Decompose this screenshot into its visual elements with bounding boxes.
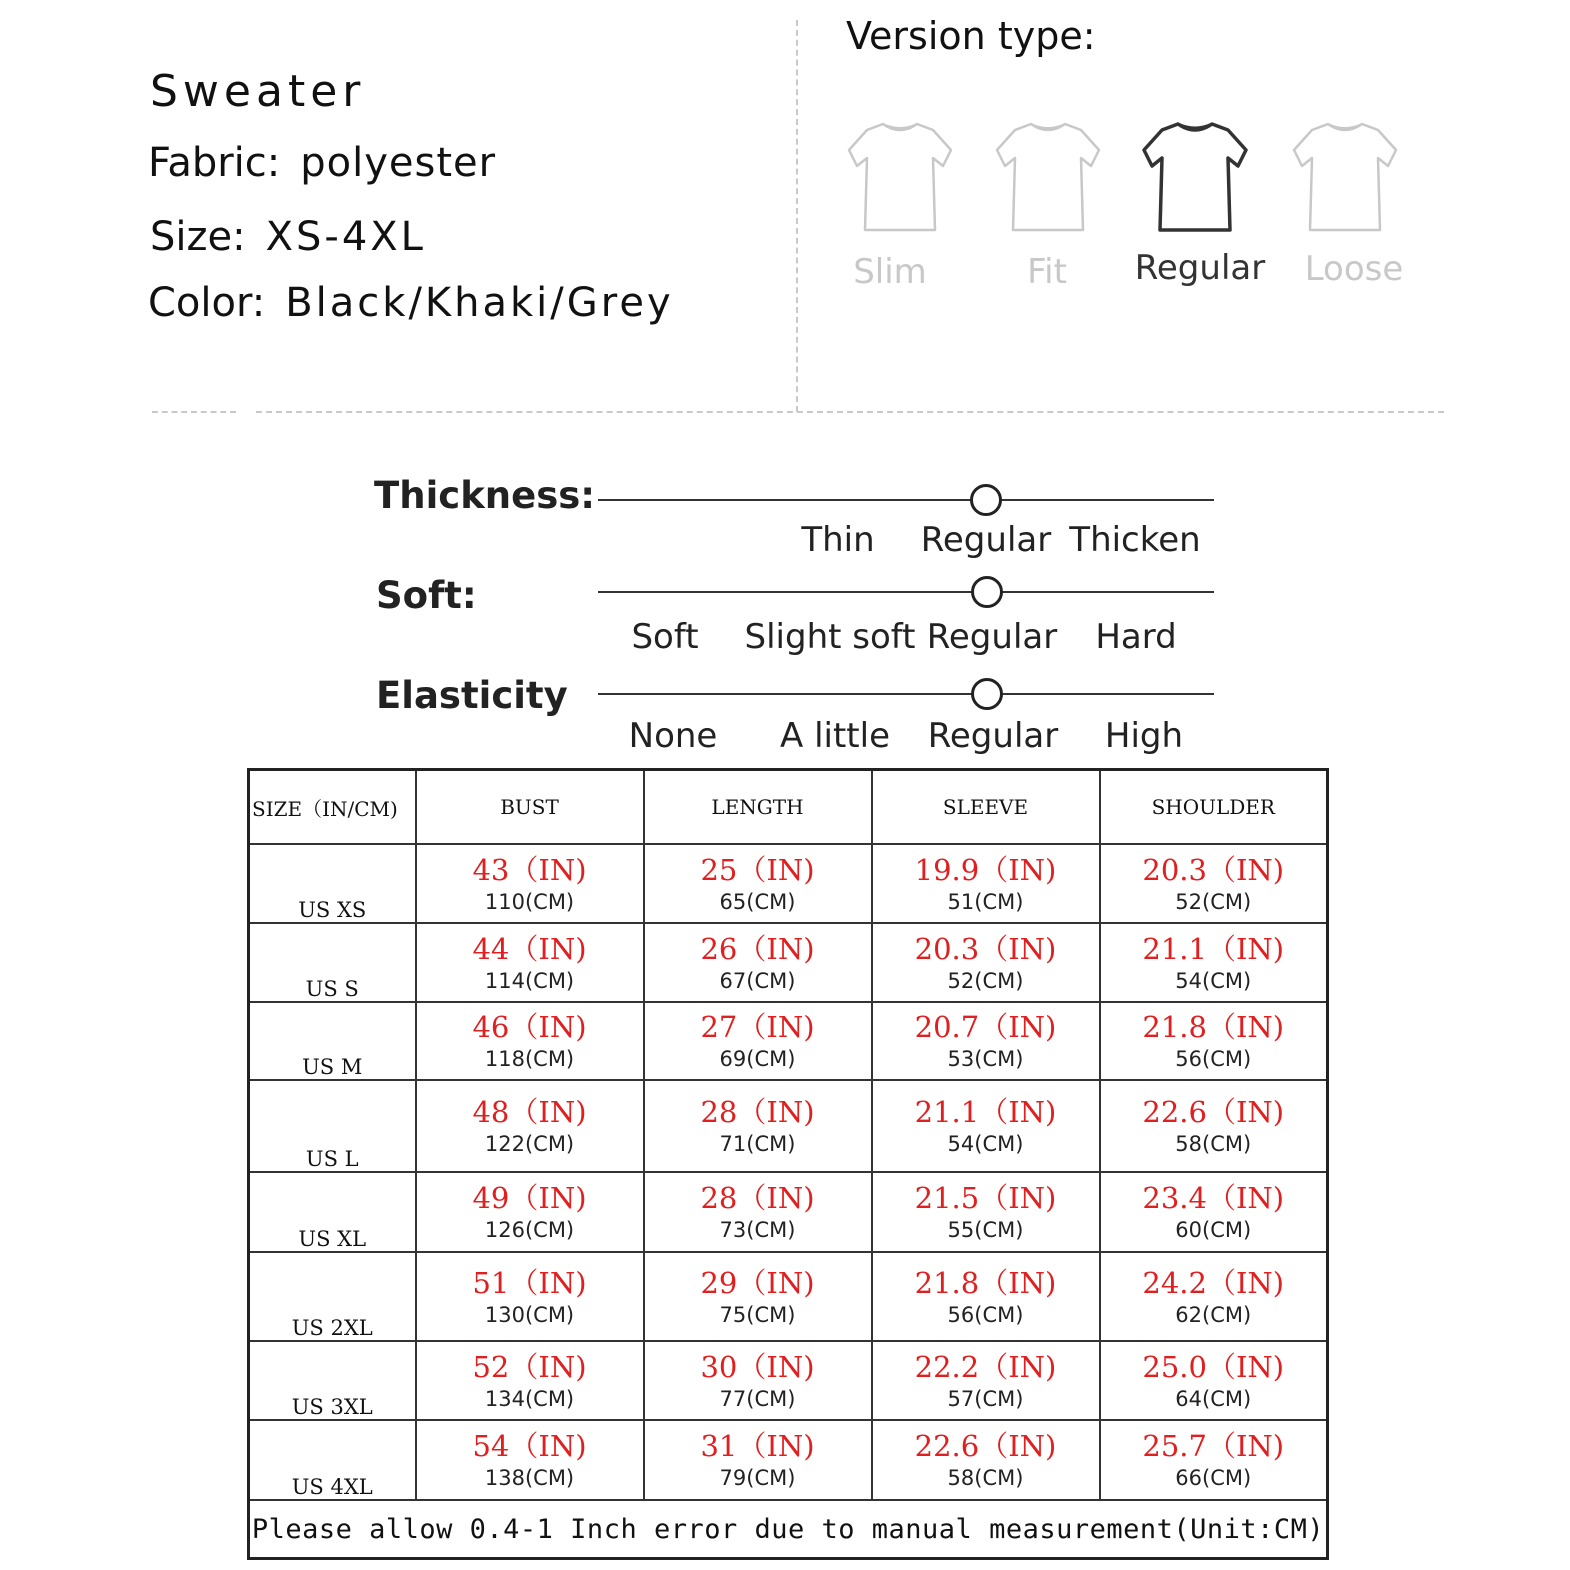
table-row [249,1420,1328,1500]
cm-value: 110(CM) [484,889,575,914]
soft-option: Slight soft [744,617,916,657]
inch-value: 44（IN) [472,931,587,966]
thickness-option: Thin [801,520,875,560]
inch-value: 43（IN) [472,852,587,887]
measurement-cell [872,923,1100,1002]
measurement-cell [1100,1252,1328,1341]
cm-value: 56(CM) [1175,1047,1252,1071]
tshirt-regular-icon [1140,118,1250,238]
fabric-row [148,140,496,186]
note-row [249,1500,1328,1559]
soft-option: Soft [631,617,699,657]
cm-value: 52(CM) [947,968,1024,993]
measurement-cell [644,1341,872,1420]
elasticity-option: High [1104,716,1184,756]
table-row [249,1252,1328,1341]
measurement-cell [872,1420,1100,1500]
cm-value: 67(CM) [719,968,796,993]
table-row [249,1341,1328,1420]
cm-value: 58(CM) [947,1466,1024,1490]
measurement-cell [644,1172,872,1252]
cm-value: 51(CM) [947,889,1024,914]
table-row [249,1002,1328,1080]
cm-value: 66(CM) [1175,1466,1252,1490]
inch-value: 25（IN) [700,852,815,887]
size-cell: US L [249,1080,416,1172]
inch-value: 25.0（IN) [1142,1349,1285,1384]
elasticity-scale-track [598,693,1214,695]
cm-value: 58(CM) [1175,1132,1252,1156]
size-cell: US S [249,923,416,1002]
thickness-label: Thickness: [374,474,596,517]
measurement-cell [416,1341,644,1420]
measurement-cell [644,923,872,1002]
inch-value: 20.3（IN) [1142,852,1285,887]
table-body [249,844,1328,1500]
table-row [249,1080,1328,1172]
measurement-cell [644,1080,872,1172]
measurement-cell [872,844,1100,923]
inch-value: 21.1（IN) [914,1095,1057,1129]
measurement-cell [416,1172,644,1252]
inch-value: 24.2（IN) [1142,1265,1285,1300]
inch-value: 48（IN) [472,1095,587,1129]
measurement-cell [416,1252,644,1341]
inch-value: 54（IN) [472,1429,587,1463]
size-cell: US 4XL [249,1420,416,1500]
measurement-cell [644,1002,872,1080]
measurement-cell [872,1080,1100,1172]
version-label-loose: Loose [1304,249,1404,289]
cm-value: 126(CM) [484,1218,575,1242]
measurement-cell [1100,1080,1328,1172]
size-cell: US M [249,1002,416,1080]
header-shoulder: SHOULDER [1100,770,1328,845]
inch-value: 21.1（IN) [1142,931,1285,966]
inch-value: 21.8（IN) [1142,1010,1285,1044]
elasticity-option: Regular [927,716,1059,756]
size-cell: US XS [249,844,416,923]
table-row [249,844,1328,923]
measurement-cell [644,1420,872,1500]
inch-value: 19.9（IN) [914,852,1057,887]
measurement-cell [416,1080,644,1172]
thickness-option: Thicken [1069,520,1201,560]
soft-option: Regular [926,617,1058,657]
cm-value: 71(CM) [719,1132,796,1156]
table-row [249,1172,1328,1252]
elasticity-option: None [628,716,718,756]
product-title: Sweater [150,66,366,117]
header-bust: BUST [416,770,644,845]
cm-value: 114(CM) [484,968,575,993]
vertical-divider [796,20,798,412]
cm-value: 77(CM) [719,1386,796,1411]
inch-value: 22.6（IN) [1142,1095,1285,1129]
version-label-fit: Fit [1027,252,1067,292]
measurement-cell [872,1002,1100,1080]
cm-value: 60(CM) [1175,1218,1252,1242]
measurement-cell [1100,1341,1328,1420]
cm-value: 118(CM) [484,1047,575,1071]
color-value: Black/Khaki/Grey [285,280,674,326]
cm-value: 53(CM) [947,1047,1024,1071]
version-label-regular: Regular [1134,248,1266,288]
inch-value: 22.6（IN) [914,1429,1057,1463]
cm-value: 57(CM) [947,1386,1024,1411]
measurement-cell [1100,1420,1328,1500]
cm-value: 54(CM) [947,1132,1024,1156]
cm-value: 55(CM) [947,1218,1024,1242]
measurement-note: Please allow 0.4-1 Inch error due to manual measurement(Unit:CM) [249,1500,1328,1559]
horizontal-divider [152,411,236,413]
version-type-title: Version type: [846,14,1096,58]
cm-value: 79(CM) [719,1466,796,1490]
table-header-row [249,770,1328,845]
inch-value: 26（IN) [700,931,815,966]
cm-value: 62(CM) [1175,1302,1252,1327]
measurement-cell [416,923,644,1002]
color-label: Color: [148,280,266,326]
cm-value: 65(CM) [719,889,796,914]
cm-value: 54(CM) [1175,968,1252,993]
size-cell: US 2XL [249,1252,416,1341]
inch-value: 30（IN) [700,1349,815,1384]
inch-value: 49（IN) [472,1181,587,1215]
measurement-cell [644,1252,872,1341]
soft-scale-track [598,591,1214,593]
tshirt-loose-icon [1290,118,1400,238]
cm-value: 52(CM) [1175,889,1252,914]
cm-value: 134(CM) [484,1386,575,1411]
tshirt-slim-icon [845,118,955,238]
inch-value: 20.7（IN) [914,1010,1057,1044]
table-row [249,923,1328,1002]
inch-value: 21.8（IN) [914,1265,1057,1300]
cm-value: 138(CM) [484,1466,575,1490]
elasticity-scale-marker [971,678,1003,710]
size-chart-table [247,768,1329,1560]
measurement-cell [416,1420,644,1500]
fabric-label: Fabric: [148,140,281,186]
measurement-cell [872,1252,1100,1341]
size-label: Size: [150,214,246,260]
inch-value: 46（IN) [472,1010,587,1044]
size-value: XS-4XL [265,214,426,260]
soft-scale-marker [971,576,1003,608]
measurement-cell [872,1341,1100,1420]
header-sleeve: SLEEVE [872,770,1100,845]
inch-value: 28（IN) [700,1095,815,1129]
cm-value: 56(CM) [947,1302,1024,1327]
inch-value: 20.3（IN) [914,931,1057,966]
measurement-cell [1100,1172,1328,1252]
header-length: LENGTH [644,770,872,845]
fabric-value: polyester [300,140,497,186]
header-size: SIZE（IN/CM) [249,770,416,845]
version-label-slim: Slim [853,252,927,292]
inch-value: 51（IN) [472,1265,587,1300]
color-row [148,280,674,326]
measurement-cell [416,844,644,923]
soft-option: Hard [1095,617,1177,657]
elasticity-option: A little [780,716,890,756]
thickness-scale-track [598,499,1214,501]
inch-value: 27（IN) [700,1010,815,1044]
cm-value: 75(CM) [719,1302,796,1327]
inch-value: 23.4（IN) [1142,1181,1285,1215]
thickness-scale-marker [970,484,1002,516]
measurement-cell [1100,844,1328,923]
tshirt-fit-icon [993,118,1103,238]
thickness-option: Regular [920,520,1052,560]
measurement-cell [644,844,872,923]
measurement-cell [872,1172,1100,1252]
inch-value: 52（IN) [472,1349,587,1384]
measurement-cell [1100,1002,1328,1080]
cm-value: 73(CM) [719,1218,796,1242]
inch-value: 25.7（IN) [1142,1429,1285,1463]
size-cell: US XL [249,1172,416,1252]
cm-value: 64(CM) [1175,1386,1252,1411]
inch-value: 31（IN) [700,1429,815,1463]
measurement-cell [416,1002,644,1080]
cm-value: 130(CM) [484,1302,575,1327]
inch-value: 21.5（IN) [914,1181,1057,1215]
size-row [150,214,426,260]
soft-label: Soft: [376,574,477,617]
elasticity-label: Elasticity [376,674,568,717]
horizontal-divider [256,411,1444,413]
cm-value: 122(CM) [484,1132,575,1156]
inch-value: 28（IN) [700,1181,815,1215]
cm-value: 69(CM) [719,1047,796,1071]
size-cell: US 3XL [249,1341,416,1420]
measurement-cell [1100,923,1328,1002]
inch-value: 22.2（IN) [914,1349,1057,1384]
inch-value: 29（IN) [700,1265,815,1300]
